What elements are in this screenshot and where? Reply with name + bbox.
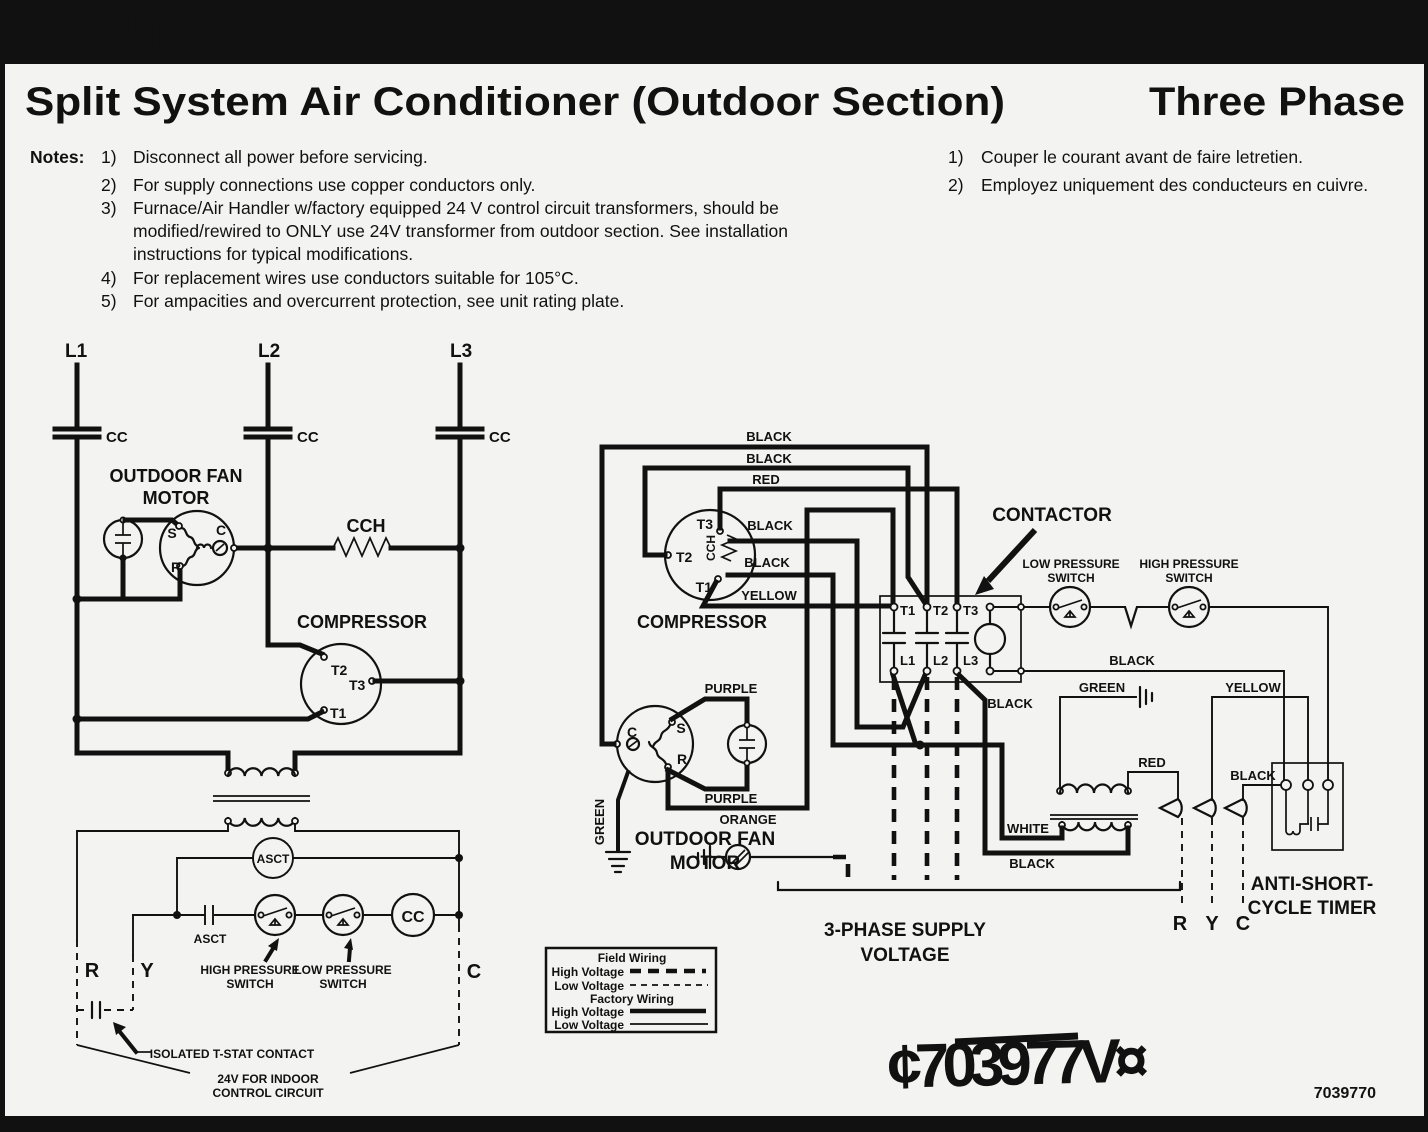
supply-label: 3-PHASE SUPPLY	[824, 920, 986, 941]
wire-color-label: BLACK	[1230, 768, 1276, 783]
c-label: C	[215, 522, 227, 538]
compressor-label: COMPRESSOR	[296, 612, 428, 632]
cc-cap-label: CC	[106, 429, 128, 446]
legend-high-voltage-2: High Voltage	[551, 1005, 624, 1019]
note-num: 4)	[101, 268, 117, 288]
c-terminal-label: C	[1235, 913, 1251, 935]
legend-high-voltage: High Voltage	[551, 965, 624, 979]
s-terminal	[176, 523, 182, 529]
wire-color-label: RED	[752, 472, 780, 487]
hps-label: HIGH PRESSURE	[200, 963, 300, 977]
t3-label: T3	[349, 677, 366, 693]
r-terminal-label: R	[1172, 913, 1188, 935]
contactor-t2: T2	[933, 603, 949, 618]
note-num: 2)	[948, 175, 964, 195]
timer-terminal-1	[1281, 780, 1291, 790]
hps-label: HIGH PRESSURE	[1139, 557, 1239, 571]
note-text: For replacement wires use conductors suitable for 105°C.	[133, 268, 579, 288]
note-text: Couper le courant avant de faire letretien.	[981, 147, 1303, 167]
note-num: 5)	[101, 291, 117, 311]
wire-color-label: BLACK	[1109, 653, 1155, 668]
s-label: S	[167, 525, 177, 541]
y-terminal-label: Y	[1205, 913, 1219, 935]
hps-label2: SWITCH	[226, 977, 274, 991]
note-text: modified/rewired to ONLY use 24V transformer from outdoor section. See installation	[133, 221, 788, 241]
asct-relay-label: ASCT	[256, 852, 290, 866]
box-edge-terminal	[1018, 668, 1024, 674]
page-title: Split System Air Conditioner (Outdoor Section)	[25, 80, 1005, 124]
note-text: Employez uniquement des conducteurs en cuivre.	[981, 175, 1369, 195]
v24-label2: CONTROL CIRCUIT	[212, 1086, 324, 1100]
wire-color-label: BLACK	[747, 518, 793, 533]
t2-label: T2	[331, 662, 348, 678]
fan-motor-label2: MOTOR	[142, 488, 210, 508]
compressor-label: COMPRESSOR	[636, 612, 768, 632]
t2-terminal	[321, 654, 327, 660]
legend-low-voltage: Low Voltage	[554, 979, 624, 993]
contactor-l1: L1	[900, 653, 916, 668]
logo: ¢703977V¤	[886, 1026, 1143, 1102]
contactor-t3: T3	[963, 603, 979, 618]
wire-color-label: PURPLE	[704, 681, 758, 696]
legend-field-wiring: Field Wiring	[597, 951, 667, 965]
t1-label: T1	[695, 579, 712, 595]
note-num: 1)	[948, 147, 964, 167]
r-label: R	[676, 751, 688, 767]
cc-cap-label: CC	[297, 429, 319, 446]
note-text: instructions for typical modifications.	[133, 244, 414, 264]
note-num: 3)	[101, 198, 117, 218]
supply-label2: VOLTAGE	[860, 945, 950, 966]
phase-label: Three Phase	[1149, 80, 1405, 124]
cch-internal-label: CCH	[704, 535, 718, 561]
note-text: For supply connections use copper conductors only.	[133, 175, 536, 195]
wire-color-label: BLACK	[987, 696, 1033, 711]
wire-color-label: BLACK	[746, 429, 792, 444]
box-edge-terminal	[1018, 604, 1024, 610]
y-terminal-label: Y	[140, 960, 154, 982]
wire-color-label: WHITE	[1007, 821, 1049, 836]
junction-dot	[916, 741, 925, 750]
hps-label2: SWITCH	[1165, 571, 1213, 585]
l3-label: L3	[450, 341, 473, 362]
coil-bottom-terminal	[987, 668, 994, 675]
timer-label: ANTI-SHORT-	[1250, 874, 1374, 895]
c-terminal-label: C	[466, 961, 482, 983]
wire-color-label: BLACK	[1009, 856, 1055, 871]
cc-cap-label: CC	[489, 429, 511, 446]
lps-label2: SWITCH	[1047, 571, 1095, 585]
l1-label: L1	[65, 341, 88, 362]
note-text: For ampacities and overcurrent protection, see unit rating plate.	[133, 291, 625, 311]
c-terminal	[231, 545, 237, 551]
lps-arrow	[349, 948, 350, 960]
fan-motor-label: OUTDOOR FAN	[109, 466, 243, 486]
cch-label: CCH	[346, 516, 386, 536]
tstat-label: ISOLATED T-STAT CONTACT	[149, 1047, 315, 1061]
r-label: R	[170, 559, 182, 575]
timer-terminal-2	[1303, 780, 1313, 790]
cc-coil-label: CC	[401, 909, 425, 926]
fan-motor-label: OUTDOOR FAN	[634, 829, 776, 850]
wire-color-label: YELLOW	[1225, 680, 1281, 695]
note-num: 2)	[101, 175, 117, 195]
legend-factory-wiring: Factory Wiring	[590, 992, 674, 1006]
contactor-l2: L2	[933, 653, 949, 668]
wire-color-label: PURPLE	[704, 791, 758, 806]
fan-motor-label2: MOTOR	[669, 853, 741, 874]
t3-label: T3	[696, 516, 713, 532]
c-label: C	[626, 724, 638, 740]
wire-color-label: BLACK	[746, 451, 792, 466]
contactor-t1: T1	[900, 603, 916, 618]
banner-title: WIRING DIAGRAM	[16, 4, 538, 62]
contactor-label: CONTACTOR	[992, 505, 1112, 526]
lps-label: LOW PRESSURE	[294, 963, 392, 977]
note-text: Disconnect all power before servicing.	[133, 147, 428, 167]
note-num: 1)	[101, 147, 117, 167]
title-banner	[16, 4, 538, 62]
wire-color-label: BLACK	[744, 555, 790, 570]
legend-low-voltage-2: Low Voltage	[554, 1018, 624, 1032]
wire-color-label: RED	[1138, 755, 1166, 770]
l2-label: L2	[258, 341, 281, 362]
coil-top-terminal	[987, 604, 994, 611]
r-terminal-label: R	[84, 960, 100, 982]
t2-label: T2	[676, 549, 693, 565]
v24-label: 24V FOR INDOOR	[217, 1072, 319, 1086]
timer-label2: CYCLE TIMER	[1247, 898, 1377, 919]
wire-color-label: ORANGE	[719, 812, 777, 827]
notes-heading: Notes:	[30, 147, 85, 167]
note-text: Furnace/Air Handler w/factory equipped 24 V control circuit transformers, should be	[133, 198, 779, 218]
s-label: S	[676, 720, 686, 736]
lps-label: LOW PRESSURE	[1022, 557, 1120, 571]
timer-terminal-3	[1323, 780, 1333, 790]
t1-label: T1	[330, 705, 347, 721]
wire-color-label: GREEN	[592, 798, 607, 846]
lps-label2: SWITCH	[319, 977, 367, 991]
wire-color-label: YELLOW	[741, 588, 797, 603]
part-number: 7039770	[1313, 1085, 1376, 1102]
wire-color-label: GREEN	[1078, 680, 1126, 695]
asct-contact-label: ASCT	[193, 932, 227, 946]
contactor-l3: L3	[963, 653, 979, 668]
